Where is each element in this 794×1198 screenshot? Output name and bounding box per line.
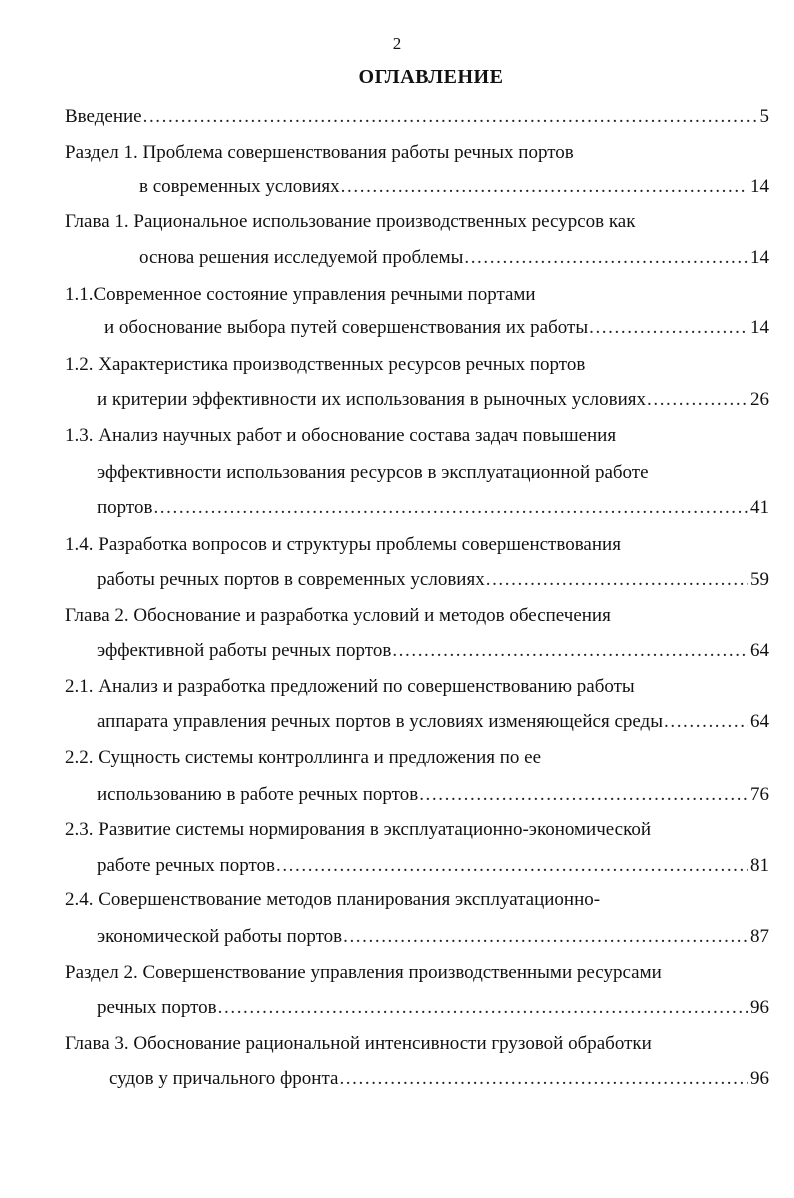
toc-entry: 2.2. Сущность системы контроллинга и предложения по ее (65, 747, 542, 768)
toc-entry: 2.3. Развитие системы нормирования в эксплуатационно-экономической (65, 819, 652, 840)
toc-entry (97, 495, 769, 521)
toc-entry-text: в современных условиях (139, 176, 340, 197)
toc-entry (97, 924, 769, 950)
toc-entry-text: речных портов (97, 997, 217, 1018)
toc-page-number: 14 (750, 317, 769, 338)
toc-page-number: 14 (750, 176, 769, 197)
toc-page-number: 64 (750, 711, 769, 732)
toc-entry-text: и критерии эффективности их использования в рыночных условиях (97, 389, 646, 410)
toc-entry (97, 853, 769, 879)
dot-leader (143, 104, 758, 130)
toc-entry: 2.4. Совершенствование методов планирования эксплуатационно- (65, 889, 601, 910)
dot-leader (343, 924, 748, 950)
toc-entry (65, 104, 769, 130)
toc-page-number: 59 (750, 569, 769, 590)
dot-leader (339, 1066, 748, 1092)
toc-entry-text: аппарата управления речных портов в условиях изменяющейся среды (97, 711, 663, 732)
page-number: 2 (392, 34, 402, 53)
toc-entry-text: основа решения исследуемой проблемы (139, 247, 464, 268)
toc-entry: Раздел 2. Совершенствование управления производственными ресурсами (65, 962, 662, 983)
toc-entry: 1.2. Характеристика производственных ресурсов речных портов (65, 354, 586, 375)
dot-leader (647, 387, 748, 413)
toc-page-number: 5 (759, 106, 769, 127)
toc-page-number: 14 (750, 247, 769, 268)
dot-leader (153, 495, 748, 521)
toc-entry: 1.1.Современное состояние управления речными портами (65, 284, 536, 305)
toc-entry: Глава 2. Обоснование и разработка условий и методов обеспечения (65, 605, 611, 626)
dot-leader (664, 709, 748, 735)
toc-entry: Раздел 1. Проблема совершенствования работы речных портов (65, 142, 574, 163)
dot-leader (589, 315, 748, 341)
toc-entry (97, 567, 769, 593)
toc-entry-text: работы речных портов в современных условиях (97, 569, 485, 590)
toc-entry-text: Введение (65, 106, 142, 127)
toc-entry (97, 782, 769, 808)
toc-entry (109, 1066, 769, 1092)
toc-entry: 2.1. Анализ и разработка предложений по совершенствованию работы (65, 676, 635, 697)
toc-entry-text: судов у причального фронта (109, 1068, 339, 1089)
toc-page-number: 64 (750, 640, 769, 661)
toc-entry-text: эффективной работы речных портов (97, 640, 392, 661)
toc-entry-text: портов (97, 497, 153, 518)
toc-page-number: 76 (750, 784, 769, 805)
toc-entry-text: работе речных портов (97, 855, 275, 876)
toc-entry (97, 638, 769, 664)
toc-entry (97, 995, 769, 1021)
toc-page-number: 41 (750, 497, 769, 518)
toc-page-number: 26 (750, 389, 769, 410)
toc-entry (139, 174, 769, 200)
toc-entry-text: использованию в работе речных портов (97, 784, 419, 805)
toc-entry: Глава 3. Обоснование рациональной интенсивности грузовой обработки (65, 1033, 652, 1054)
toc-entry (97, 387, 769, 413)
dot-leader (392, 638, 748, 664)
dot-leader (218, 995, 748, 1021)
dot-leader (486, 567, 748, 593)
page-title: ОГЛАВЛЕНИЕ (358, 66, 504, 88)
dot-leader (464, 245, 748, 271)
toc-page-number: 81 (750, 855, 769, 876)
toc-entry-text: и обоснование выбора путей совершенствования их работы (104, 317, 589, 338)
toc-entry: 1.4. Разработка вопросов и структуры проблемы совершенствования (65, 534, 621, 555)
toc-entry: эффективности использования ресурсов в эксплуатационной работе (97, 462, 649, 483)
dot-leader (276, 853, 748, 879)
toc-entry (97, 709, 769, 735)
toc-page-number: 96 (750, 1068, 769, 1089)
dot-leader (419, 782, 748, 808)
toc-entry-text: экономической работы портов (97, 926, 343, 947)
toc-page-number: 87 (750, 926, 769, 947)
toc-entry (139, 245, 769, 271)
toc-entry (104, 315, 769, 341)
toc-entry: 1.3. Анализ научных работ и обоснование состава задач повышения (65, 425, 617, 446)
toc-entry: Глава 1. Рациональное использование производственных ресурсов как (65, 211, 636, 232)
dot-leader (341, 174, 748, 200)
toc-page-number: 96 (750, 997, 769, 1018)
